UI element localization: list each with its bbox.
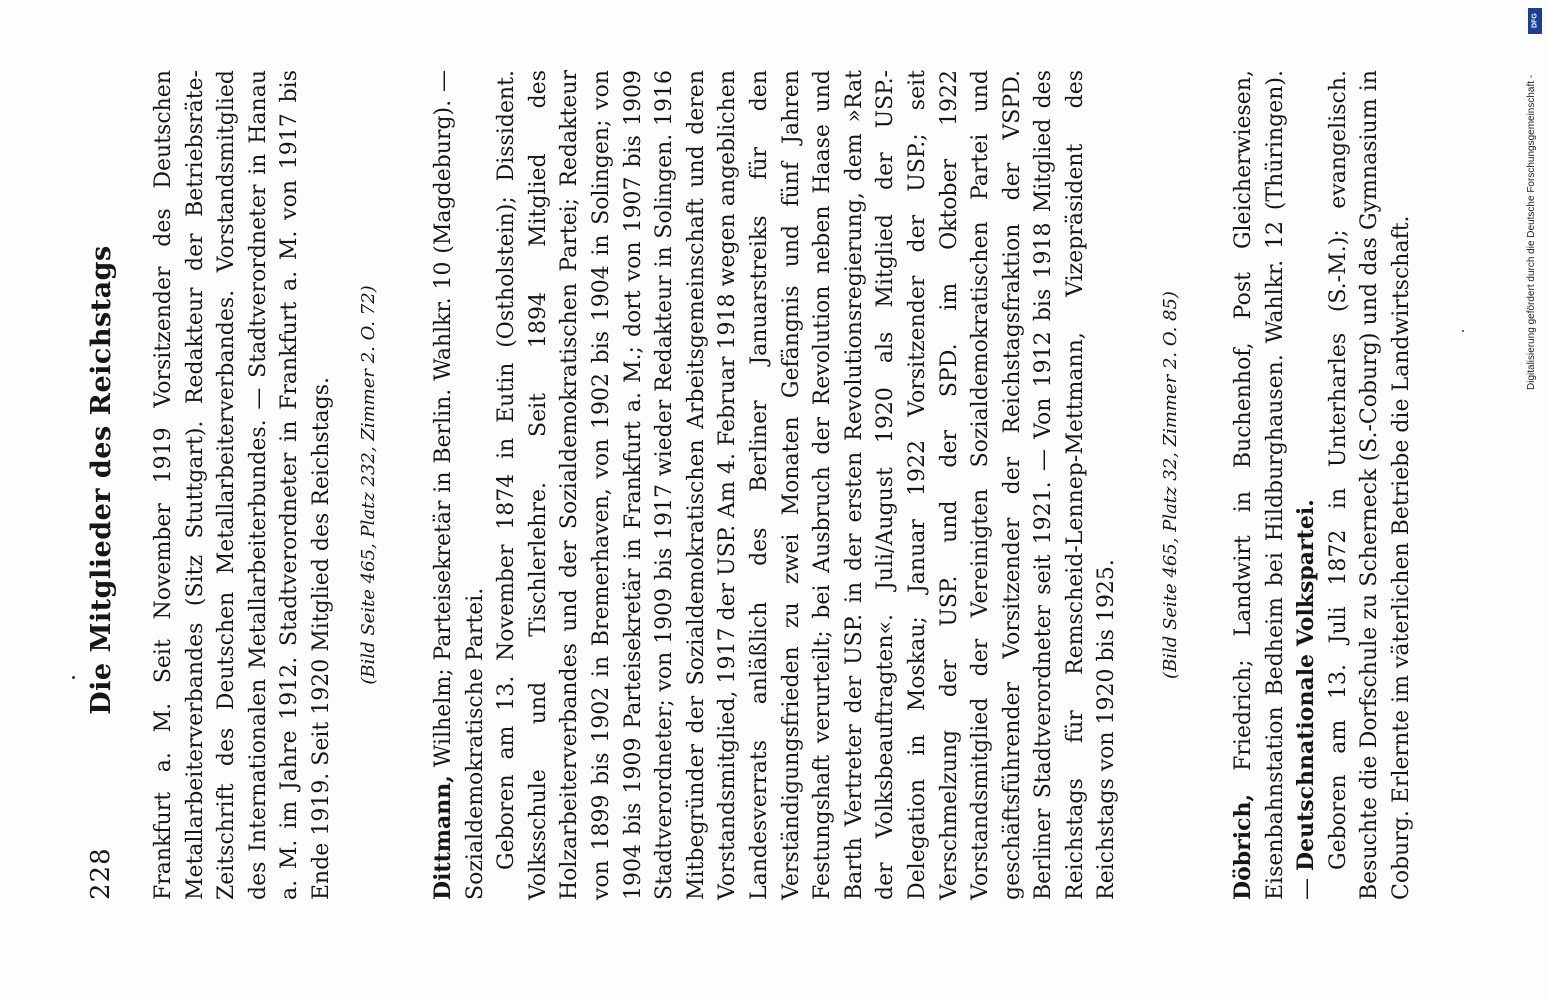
entry-heading bbox=[428, 70, 491, 900]
continuation-entry bbox=[148, 70, 338, 900]
entry-name: Döbrich, bbox=[1230, 793, 1256, 900]
page-number: 228 bbox=[86, 847, 116, 900]
digitization-note bbox=[1520, 0, 1544, 1000]
entry-name: Dittmann, bbox=[430, 775, 456, 900]
page-header bbox=[86, 60, 120, 900]
image-reference-caption: (Bild Seite 465, Platz 232, Zimmer 2. O. 72) bbox=[358, 285, 379, 685]
entry-biography: Geboren am 13. Juli 1872 in Unterharles (S.-M.); evangelisch. Besuchte die Dorfschule zu Scherneck (S.-Coburg) und das Gymnasium in Coburg. Erlernte im väterlichen Betriebe die Landwirtschaft. bbox=[1325, 70, 1414, 900]
image-reference-caption: (Bild Seite 465, Platz 32, Zimmer 2. O. 85) bbox=[1160, 291, 1181, 679]
continuation-text: Frankfurt a. M. Seit November 1919 Vorsitzender des Deutschen Metallarbeiterverbandes (Sitz Stuttgart). Redakteur der Betriebsräte-Zeitschrift des Deutschen Metallarbeiterverbandes. Vorstandsmitglied des Internationalen Metallarbeiterbundes. — Stadtverordneter in Hanau a. M. im Jahre 1912. Stadtverordneter in Frankfurt a. M. von 1917 bis Ende 1919. Seit 1920 Mitglied des Reichstags. bbox=[151, 70, 334, 900]
entry-biography: Geboren am 13. November 1874 in Eutin (Ostholstein); Dissident. Volksschule und Tischlerlehre. Seit 1894 Mitglied des Holzarbeiterverbandes und der Sozialdemokratischen Partei; Redakteur von 1899 bis 1902 in Bremerhaven, von 1902 bis 1904 in Solingen; von 1904 bis 1909 Parteisekretär in Frankfurt a. M.; dort von 1907 bis 1909 Stadtverordneter; von 1909 bis 1917 wieder Redakteur in Solingen. 1916 Mitbegründer der Sozialdemokratischen Arbeitsgemeinschaft und deren Vorstandsmitglied, 1917 der USP. Am 4. Februar 1918 wegen angeblichen Landesverrats anläßlich des Berliner Januarstreiks für den Verständigungsfrieden zu zwei Monaten Gefängnis und fünf Jahren Festungshaft verurteilt; bei Ausbruch der Revolution neben Haase und Barth Vertreter der USP. in der ersten Revolutionsregierung, dem »Rat der Volksbeauftragten«. Juli/August 1920 als Mitglied der USP.-Delegation in Moskau; Januar 1922 Vorsitzender der USP.; seit Verschmelzung der USP. und der SPD. im Oktober 1922 Vorstandsmitglied der Vereinigten Sozialdemokratischen Partei und geschäftsführender Vorsitzender der Reichstagsfraktion der VSPD. Berliner Stadtverordneter seit 1921. — Von 1912 bis 1918 Mitglied des Reichstags für Remscheid-Lennep-Mettmann, Vizepräsident des Reichstags von 1920 bis 1925. bbox=[494, 70, 1120, 900]
entry-intro: Wilhelm; Parteisekretär in Berlin. Wahlkr. 10 (Magdeburg). — Sozialdemokratische Partei. bbox=[431, 70, 488, 900]
entry-intro: Friedrich; Landwirt in Buchenhof, Post Gleicherwiesen, Eisenbahnstation Bedheim bei Hildburghausen. Wahlkr. 12 (Thüringen). — bbox=[1231, 70, 1320, 900]
dfg-logo-icon: DFG bbox=[1528, 8, 1542, 34]
party-name: Deutschnationale Volkspartei. bbox=[1293, 499, 1320, 871]
entry-dittmann bbox=[428, 70, 1123, 900]
scan-speck bbox=[1462, 330, 1464, 332]
entry-doebrich bbox=[1228, 70, 1418, 900]
scan-speck bbox=[72, 676, 75, 679]
digitization-credit: Digitalisierung gefördert durch die Deutsche Forschungsgemeinschaft - bbox=[1526, 74, 1537, 390]
entry-heading bbox=[1228, 70, 1323, 900]
running-title: Die Mitglieder des Reichstags bbox=[86, 245, 117, 715]
